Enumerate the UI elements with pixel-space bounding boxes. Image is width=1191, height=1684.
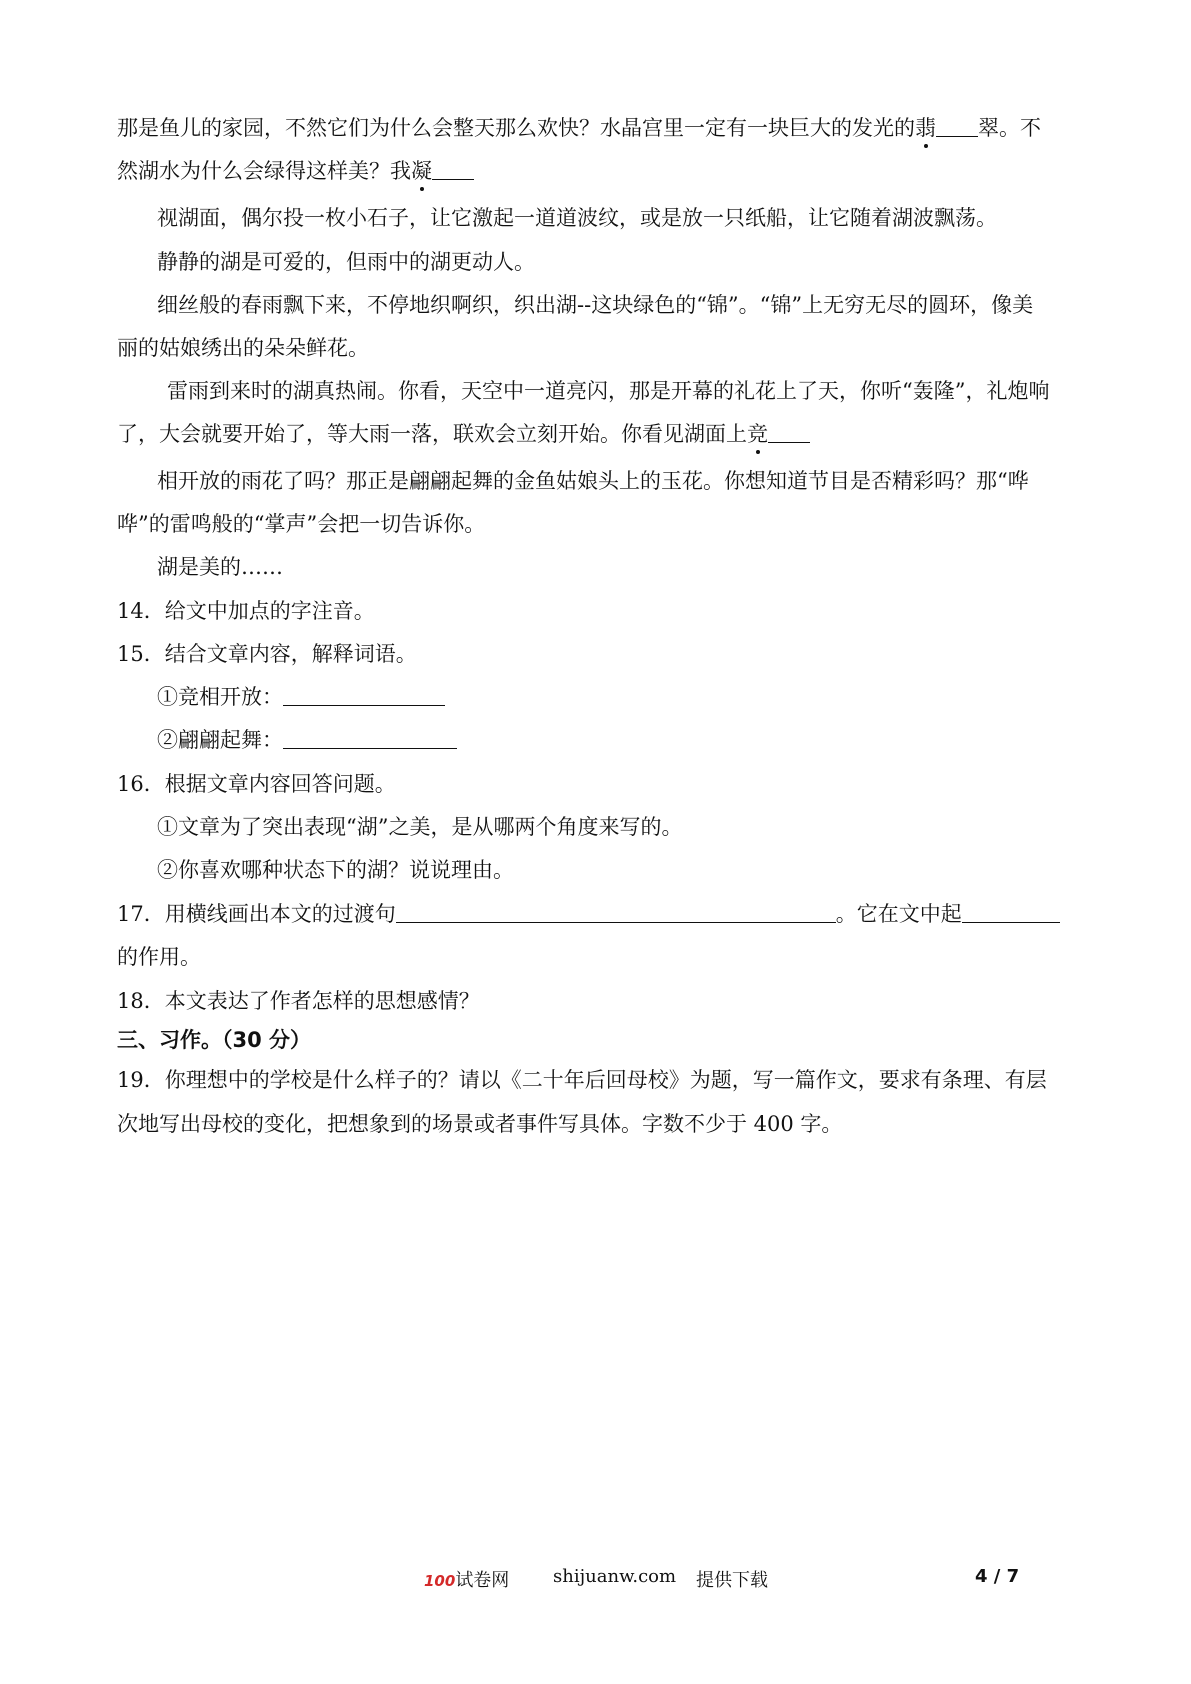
section-heading: 三、习作。（30 分）	[117, 1028, 312, 1052]
passage-line: 雷雨到来时的湖真热闹。你看，天空中一道亮闪，那是开幕的礼花上了天，你听“轰隆”，礼炮响	[167, 379, 1050, 403]
passage-line	[117, 157, 474, 185]
passage-line: 哗”的雷鸣般的“掌声”会把一切告诉你。	[117, 512, 486, 536]
page-number: 4 / 7	[975, 1566, 1020, 1587]
question-text: ①竞相开放：	[157, 685, 283, 709]
question-17	[117, 900, 1060, 928]
answer-blank	[283, 685, 445, 706]
answer-blank	[936, 116, 978, 137]
logo-site-name: 试卷网	[455, 1570, 510, 1591]
passage-text: 翠。不	[978, 116, 1041, 140]
question-18: 18．本文表达了作者怎样的思想感情？	[117, 989, 480, 1013]
question-19: 19．你理想中的学校是什么样子的？请以《二十年后回母校》为题，写一篇作文，要求有条理、有层	[117, 1068, 1047, 1092]
question-text: ②翩翩起舞：	[157, 728, 283, 752]
passage-line	[117, 420, 810, 448]
passage-line: 细丝般的春雨飘下来，不停地织啊织，织出湖--这块绿色的“锦”。“锦”上无穷无尽的圆环，像美	[157, 293, 1034, 317]
passage-text: 然湖水为什么会绿得这样美？我	[117, 159, 411, 183]
question-15: 15．结合文章内容，解释词语。	[117, 642, 417, 666]
answer-blank	[283, 728, 457, 749]
question-14: 14．给文中加点的字注音。	[117, 599, 375, 623]
question-16: 16．根据文章内容回答问题。	[117, 772, 396, 796]
question-19-continued: 次地写出母校的变化，把想象到的场景或者事件写具体。字数不少于 400 字。	[117, 1112, 843, 1136]
question-15-2	[157, 726, 457, 754]
passage-line: 相开放的雨花了吗？那正是翩翩起舞的金鱼姑娘头上的玉花。你想知道节目是否精彩吗？那“哗	[157, 469, 1029, 493]
passage-line: 视湖面，偶尔投一枚小石子，让它激起一道道波纹，或是放一只纸船，让它随着湖波飘荡。	[157, 206, 997, 230]
dotted-char: 竞	[747, 422, 768, 446]
answer-blank	[768, 422, 810, 443]
logo-number: 100	[424, 1572, 456, 1590]
question-text: 17．用横线画出本文的过渡句	[117, 902, 396, 926]
answer-blank	[396, 902, 836, 923]
passage-line	[117, 114, 1041, 142]
footer-provide: 提供下载	[696, 1570, 768, 1591]
answer-blank	[962, 902, 1060, 923]
question-15-1	[157, 683, 445, 711]
question-17-continued: 的作用。	[117, 945, 201, 969]
passage-text: 那是鱼儿的家园，不然它们为什么会整天那么欢快？水晶宫里一定有一块巨大的发光的	[117, 116, 915, 140]
question-16-1: ①文章为了突出表现“湖”之美，是从哪两个角度来写的。	[157, 815, 683, 839]
footer-url: shijuanw.com	[553, 1566, 677, 1587]
footer-logo	[424, 1566, 509, 1592]
passage-line: 湖是美的……	[157, 555, 283, 579]
question-text: 。它在文中起	[835, 902, 962, 926]
dotted-char: 凝	[411, 159, 432, 183]
passage-line: 静静的湖是可爱的，但雨中的湖更动人。	[157, 250, 535, 274]
passage-line: 丽的姑娘绣出的朵朵鲜花。	[117, 336, 369, 360]
dotted-char: 翡	[915, 116, 936, 140]
question-16-2: ②你喜欢哪种状态下的湖？说说理由。	[157, 858, 514, 882]
passage-text: 了，大会就要开始了，等大雨一落，联欢会立刻开始。你看见湖面上	[117, 422, 747, 446]
answer-blank	[432, 159, 474, 180]
